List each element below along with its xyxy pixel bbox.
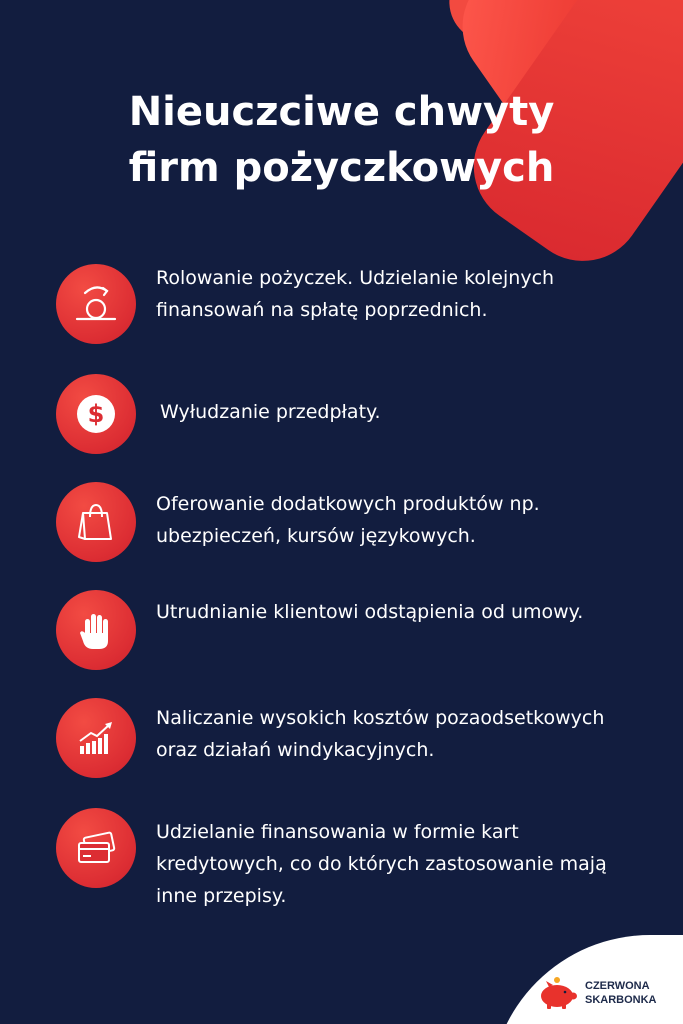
page-title xyxy=(0,84,683,196)
rolling-ball-icon xyxy=(56,264,136,344)
title-line-2: firm pożyczkowych xyxy=(128,145,555,191)
title-line-1: Nieuczciwe chwyty xyxy=(128,89,555,135)
svg-text:$: $ xyxy=(87,400,105,428)
credit-cards-icon xyxy=(56,808,136,888)
growth-chart-icon xyxy=(56,698,136,778)
item-text: Naliczanie wysokich kosztów pozaodsetkowych oraz działań windykacyjnych. xyxy=(156,707,605,761)
stop-hand-icon xyxy=(56,590,136,670)
logo-line-2: SKARBONKA xyxy=(585,994,657,1006)
item-text: Oferowanie dodatkowych produktów np. ubezpieczeń, kursów językowych. xyxy=(156,493,540,547)
logo-text xyxy=(585,979,657,1007)
item-text: Wyłudzanie przedpłaty. xyxy=(160,401,381,423)
piggy-bank-icon xyxy=(535,975,579,1011)
logo-line-1: CZERWONA xyxy=(585,980,650,992)
brand-logo xyxy=(535,975,657,1011)
shopping-bag-icon xyxy=(56,482,136,562)
item-text: Utrudnianie klientowi odstąpienia od umowy. xyxy=(156,601,584,623)
dollar-coin-icon xyxy=(56,374,136,454)
item-text: Udzielanie finansowania w formie kart kredytowych, co do których zastosowanie mają inne przepisy. xyxy=(156,821,607,907)
item-text: Rolowanie pożyczek. Udzielanie kolejnych finansowań na spłatę poprzednich. xyxy=(156,267,555,321)
